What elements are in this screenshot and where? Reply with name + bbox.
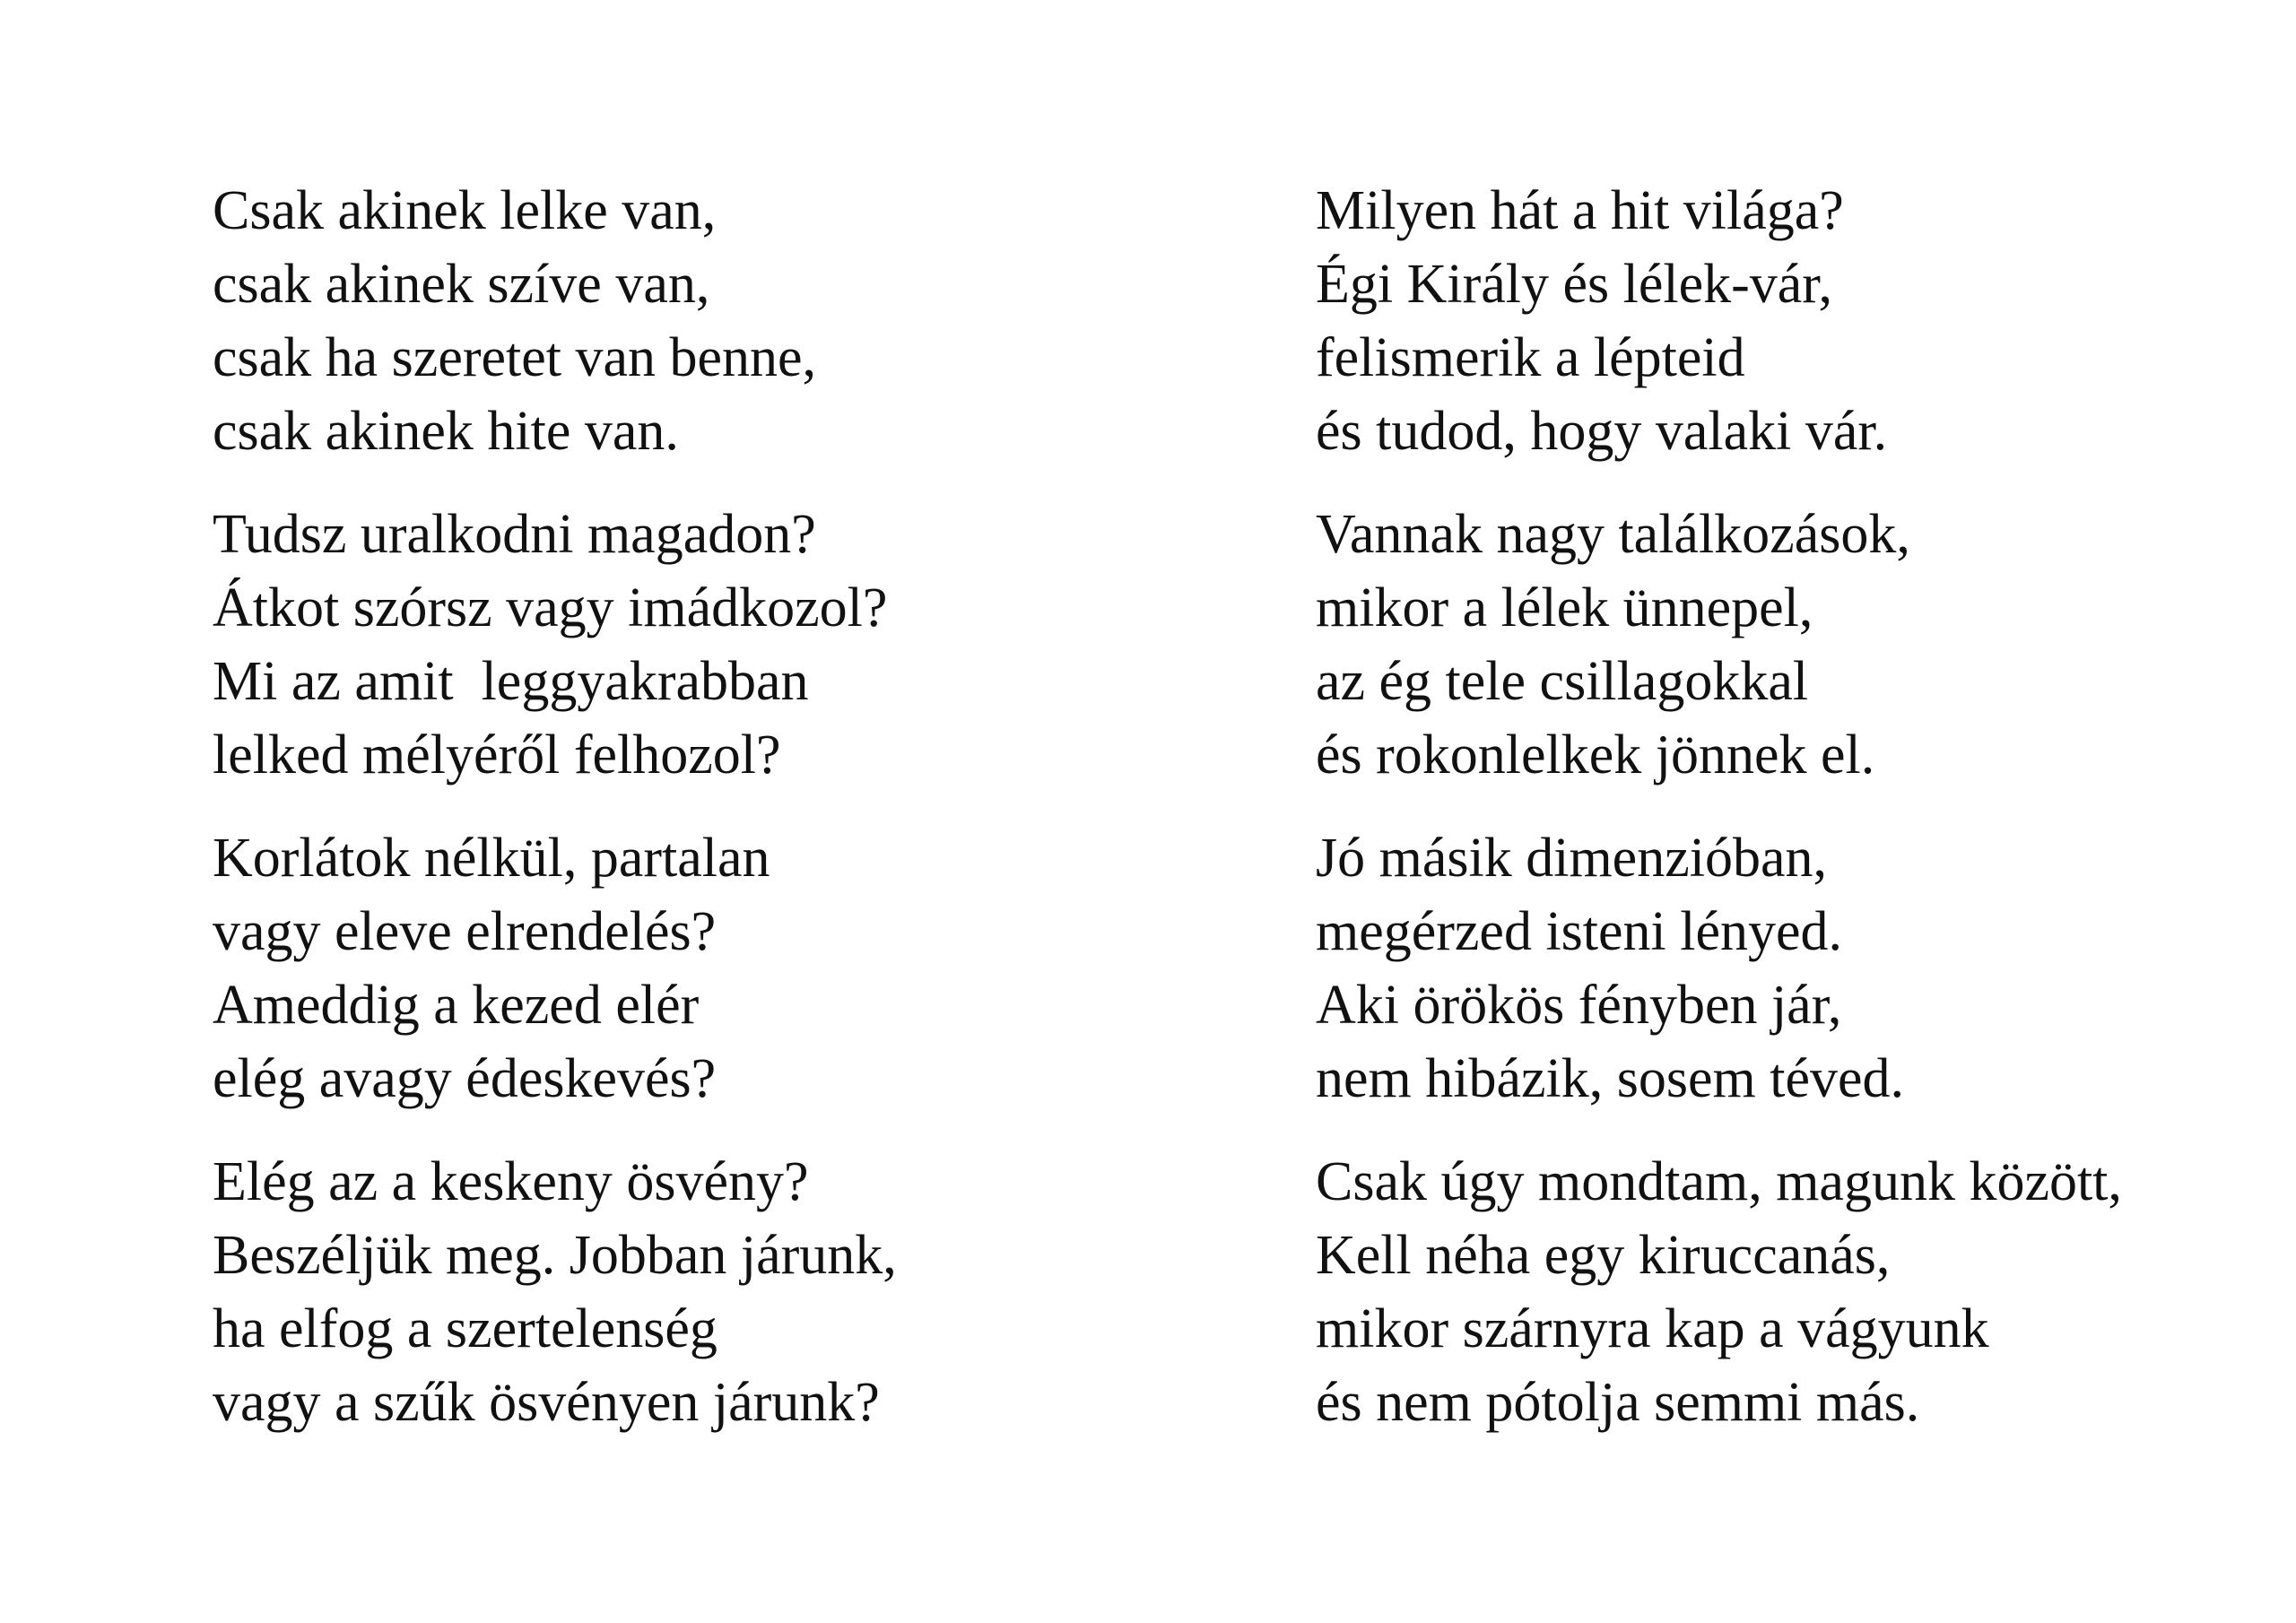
poem-line: elég avagy édeskevés?: [213, 1048, 717, 1109]
poem-line: nem hibázik, sosem téved.: [1316, 1048, 1904, 1109]
poem-line: Átkot szórsz vagy imádkozol?: [213, 577, 888, 638]
poem-line: mikor szárnyra kap a vágyunk: [1316, 1298, 1989, 1359]
poem-line: Csak akinek lelke van,: [213, 180, 717, 241]
stanza: [1316, 821, 2284, 1115]
poem-line: Beszéljük meg. Jobban járunk,: [213, 1225, 897, 1286]
poem-line: Csak úgy mondtam, magunk között,: [1316, 1151, 2122, 1212]
right-column: [1316, 174, 2284, 1469]
poem-line: Korlátok nélkül, partalan: [213, 828, 770, 889]
poem-line: csak akinek hite van.: [213, 401, 679, 462]
poem-line: Ameddig a kezed elér: [213, 975, 700, 1036]
poem-line: csak ha szeretet van benne,: [213, 327, 817, 388]
poem-line: az ég tele csillagokkal: [1316, 651, 1809, 712]
poem-line: Mi az amit leggyakrabban: [213, 651, 809, 712]
stanza: [213, 498, 1271, 792]
stanza: [213, 1145, 1271, 1439]
poem-line: Elég az a keskeny ösvény?: [213, 1151, 809, 1212]
stanza: [1316, 498, 2284, 792]
poem-line: Égi Király és lélek-vár,: [1316, 254, 1832, 315]
poem-line: Kell néha egy kiruccanás,: [1316, 1225, 1891, 1286]
poem-line: vagy eleve elrendelés?: [213, 901, 717, 962]
poem-line: Milyen hát a hit világa?: [1316, 180, 1844, 241]
poem-line: Vannak nagy találkozások,: [1316, 504, 1910, 565]
poem-line: lelked mélyéről felhozol?: [213, 725, 781, 785]
poem-line: felismerik a lépteid: [1316, 327, 1745, 388]
poem-line: és rokonlelkek jönnek el.: [1316, 725, 1875, 785]
poem-line: Tudsz uralkodni magadon?: [213, 504, 816, 565]
poem-line: mikor a lélek ünnepel,: [1316, 577, 1813, 638]
poem-line: Aki örökös fényben jár,: [1316, 975, 1842, 1036]
poem-line: vagy a szűk ösvényen járunk?: [213, 1372, 880, 1433]
poem-line: csak akinek szíve van,: [213, 254, 710, 315]
stanza: [213, 821, 1271, 1115]
left-column: [213, 174, 1271, 1469]
poem-line: ha elfog a szertelenség: [213, 1298, 718, 1359]
poem-line: megérzed isteni lényed.: [1316, 901, 1843, 962]
stanza: [1316, 1145, 2284, 1439]
stanza: [1316, 174, 2284, 468]
poem-line: és nem pótolja semmi más.: [1316, 1372, 1920, 1433]
poem-line: Jó másik dimenzióban,: [1316, 828, 1827, 889]
poem-line: és tudod, hogy valaki vár.: [1316, 401, 1888, 462]
stanza: [213, 174, 1271, 468]
